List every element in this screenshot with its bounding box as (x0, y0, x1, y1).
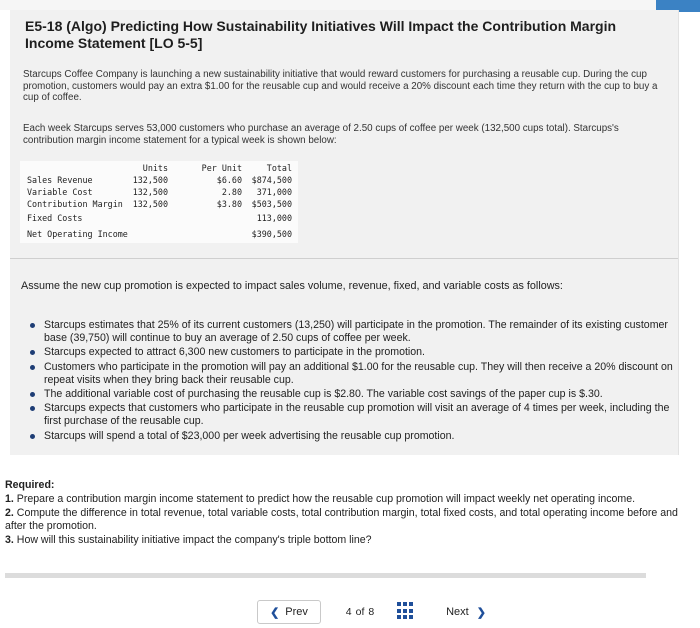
required-item: 2. Compute the difference in total revenue, total variable costs, total contribution margin, total fixed costs, and total operating income before and after the promotion. (5, 507, 678, 532)
page-indicator (332, 600, 388, 624)
list-item: Starcups will spend a total of $23,000 per week advertising the reusable cup promotion. (28, 430, 678, 443)
bullet-icon (30, 350, 35, 355)
table-row (20, 213, 298, 225)
income-statement-table (20, 161, 298, 243)
units-cell: 132,500 (132, 187, 168, 197)
bullet-icon (30, 434, 35, 439)
table-row (20, 175, 298, 187)
table-row (20, 199, 298, 211)
bullet-icon (30, 323, 35, 328)
list-item: Starcups estimates that 25% of its current customers (13,250) will participate in the promotion. The remainder of its existing customer base (39,750) will continue to buy an average of 2.50 cups of coffee per week. (28, 319, 678, 345)
col-header-total: Total (266, 163, 292, 173)
required-heading: Required: (5, 479, 55, 491)
total-cell: $503,500 (251, 199, 292, 209)
col-header-per-unit: Per Unit (201, 163, 242, 173)
divider (10, 258, 678, 259)
list-item: Starcups expects that customers who participate in the reusable cup promotion will visit an average of 4 times per week, including the first purchase of the reusable cup. (28, 402, 678, 428)
total-cell: 113,000 (256, 213, 292, 223)
table-row (20, 187, 298, 199)
intro-paragraph: Starcups Coffee Company is launching a new sustainability initiative that would reward customers for purchasing a reusable cup. During the cup promotion, customers would pay an extra $1.00 for the reusable cup and would receive a 20% discount each time they return with the cup to buy a cup of coffee. (23, 69, 658, 103)
row-label: Variable Cost (27, 187, 93, 197)
row-label: Sales Revenue (27, 175, 93, 185)
bullet-icon (30, 365, 35, 370)
prev-button[interactable] (257, 600, 321, 624)
bullet-icon (30, 392, 35, 397)
list-item: The additional variable cost of purchasing the reusable cup is $2.80. The variable cost savings of the paper cup is $.30. (28, 388, 678, 401)
per-unit-cell: 2.80 (221, 187, 242, 197)
chevron-right-icon: ❯ (476, 606, 486, 619)
footer-scroll-bar (5, 573, 646, 578)
chevron-left-icon: ❮ (270, 606, 280, 619)
table-header-row (20, 163, 298, 175)
prev-label: Prev (285, 606, 308, 618)
per-unit-cell: $3.80 (216, 199, 242, 209)
total-cell: $390,500 (251, 229, 292, 239)
row-label: Fixed Costs (27, 213, 83, 223)
required-section (5, 479, 695, 548)
top-strip (0, 0, 700, 10)
col-header-units: Units (142, 163, 168, 173)
assumption-list (28, 319, 678, 444)
assumption-text: Assume the new cup promotion is expected to impact sales volume, revenue, fixed, and variable costs as follows: (21, 280, 563, 292)
row-label: Net Operating Income (27, 229, 128, 239)
total-cell: 371,000 (256, 187, 292, 197)
bullet-icon (30, 406, 35, 411)
units-cell: 132,500 (132, 199, 168, 209)
total-cell: $874,500 (251, 175, 292, 185)
list-item: Starcups expected to attract 6,300 new customers to participate in the promotion. (28, 346, 678, 359)
weekly-paragraph: Each week Starcups serves 53,000 customers who purchase an average of 2.50 cups of coffee per week (132,500 cups total). Starcups's contribution margin income statement for a typical week is shown below: (23, 123, 619, 146)
units-cell: 132,500 (132, 175, 168, 185)
table-row (20, 229, 298, 241)
next-button[interactable] (434, 600, 498, 624)
required-item: 1. Prepare a contribution margin income statement to predict how the reusable cup promotion will impact weekly net operating income. (5, 493, 636, 505)
row-label: Contribution Margin (27, 199, 123, 209)
next-label: Next (446, 606, 469, 618)
required-item: 3. How will this sustainability initiative impact the company's triple bottom line? (5, 534, 372, 546)
per-unit-cell: $6.60 (216, 175, 242, 185)
total-pages: 8 (368, 606, 375, 618)
grid-icon[interactable] (397, 602, 415, 620)
current-page: 4 (345, 606, 352, 618)
problem-title: E5-18 (Algo) Predicting How Sustainability Initiatives Will Impact the Contribution Margin Income Statement [LO 5-5] (25, 18, 617, 51)
of-label: of (355, 606, 365, 618)
list-item: Customers who participate in the promotion will pay an additional $1.00 for the reusable cup. They will then receive a 20% discount on repeat visits when they bring back their reusable cup. (28, 361, 678, 387)
